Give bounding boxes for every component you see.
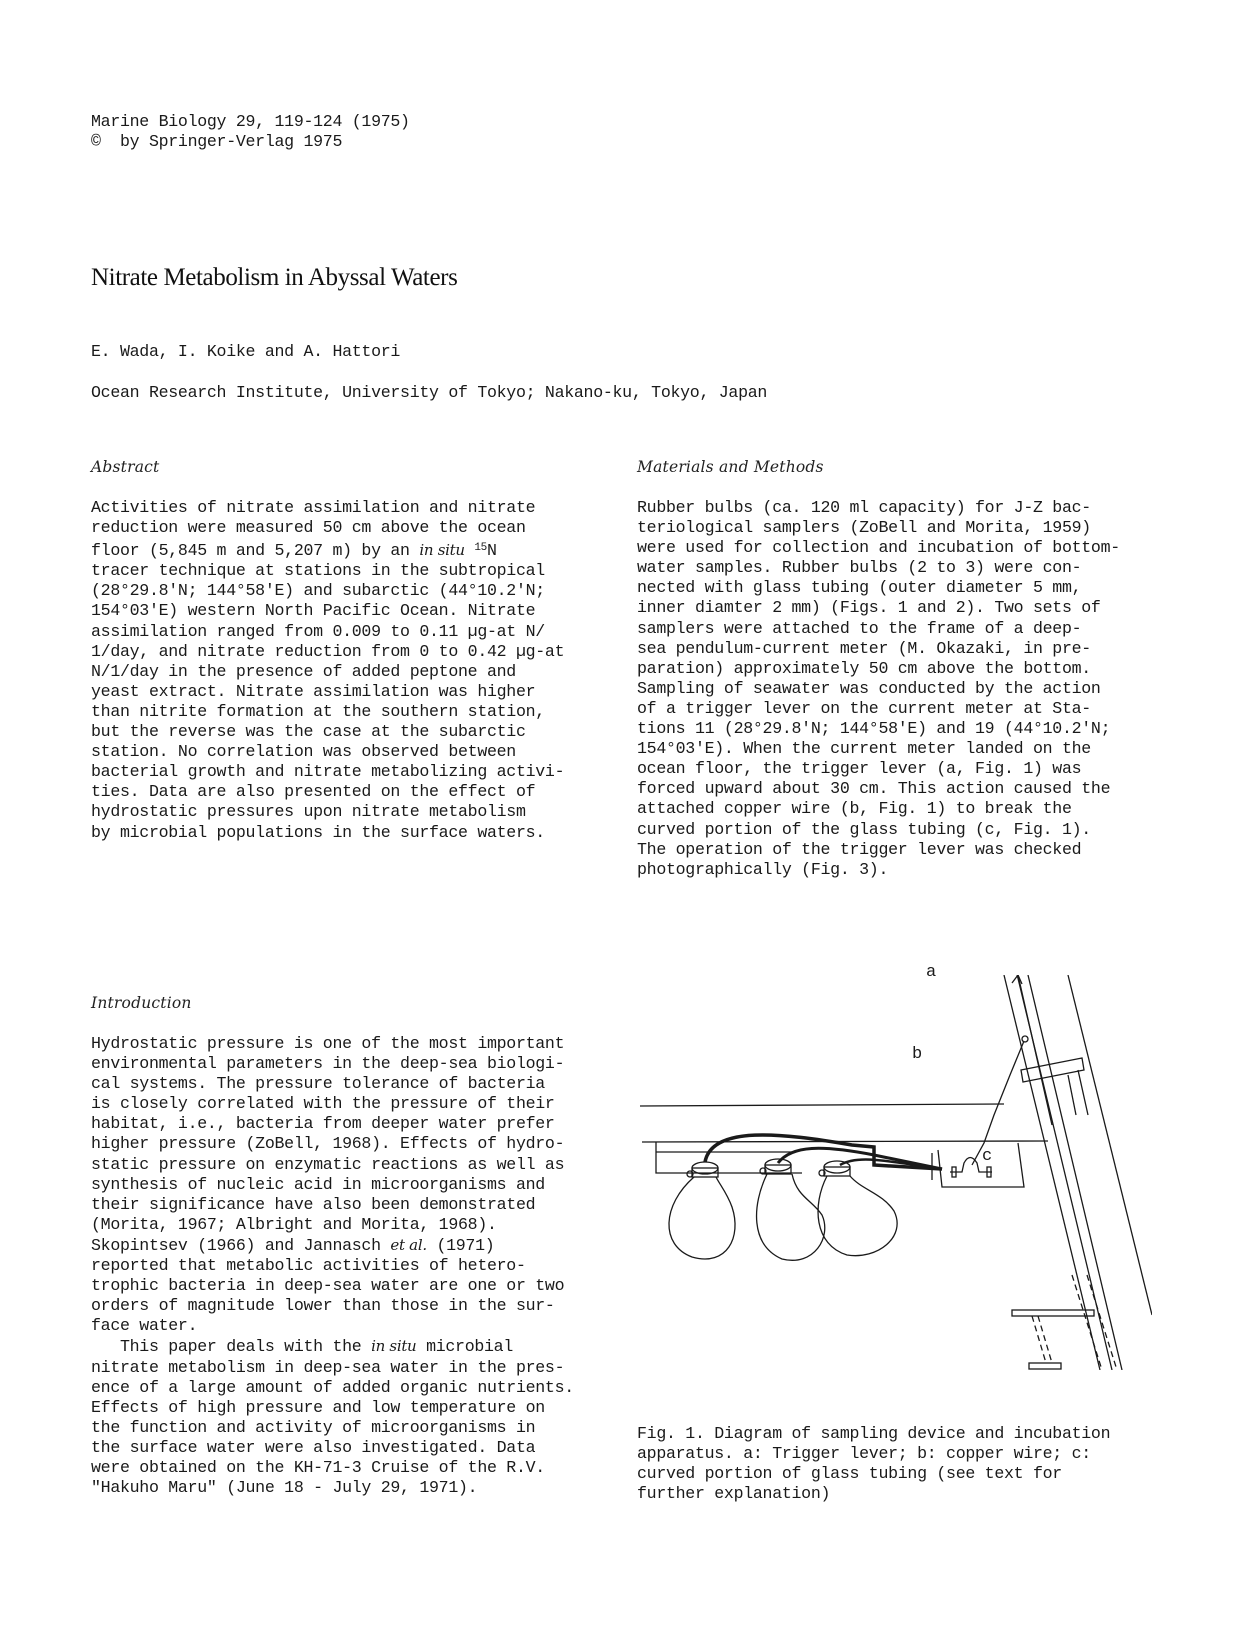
introduction-body (91, 1034, 591, 1498)
journal-citation (91, 112, 410, 152)
label-b-copper-wire: b (912, 1045, 922, 1064)
article-title: Nitrate Metabolism in Abyssal Waters (91, 264, 458, 291)
text-line: their significance have also been demonstrated (91, 1194, 536, 1214)
text-line: bacterial growth and nitrate metabolizing activi- (91, 762, 565, 782)
text-line: Effects of high pressure and low temperature on (91, 1397, 545, 1417)
text-line: water samples. Rubber bulbs (2 to 3) were con- (637, 558, 1082, 578)
text-span: This paper deals with the (91, 1337, 372, 1357)
figure-1-diagram (632, 963, 1152, 1370)
text-line: cal systems. The pressure tolerance of bacteria (91, 1074, 545, 1094)
text-line: face water. (91, 1316, 198, 1336)
text-line: photographically (Fig. 3). (637, 859, 889, 879)
text-line: nitrate metabolism in deep-sea water in the pres- (91, 1357, 565, 1377)
text-line: nected with glass tubing (outer diameter 5 mm, (637, 578, 1082, 598)
caption-line: curved portion of glass tubing (see text for (637, 1464, 1062, 1484)
introduction-heading: Introduction (91, 994, 192, 1012)
text-line: paration) approximately 50 cm above the bottom. (637, 658, 1091, 678)
text-line: sea pendulum-current meter (M. Okazaki, in pre- (637, 638, 1091, 658)
author-list: E. Wada, I. Koike and A. Hattori (91, 342, 401, 361)
text-line: The operation of the trigger lever was checked (637, 839, 1082, 859)
text-line: ocean floor, the trigger lever (a, Fig. 1) was (637, 759, 1082, 779)
text-line: 1/day, and nitrate reduction from 0 to 0.42 µg-at (91, 641, 565, 661)
caption-line: further explanation) (637, 1484, 831, 1504)
italic-term: in situ (419, 541, 465, 560)
label-a-trigger-lever: a (926, 963, 936, 982)
methods-body (637, 498, 1157, 880)
text-line: inner diamter 2 mm) (Figs. 1 and 2). Two sets of (637, 598, 1101, 618)
italic-term: in situ (371, 1337, 417, 1356)
text-line (91, 538, 591, 561)
text-line (91, 1336, 591, 1357)
text-line: reported that metabolic activities of hetero- (91, 1256, 526, 1276)
text-line: is closely correlated with the pressure of their (91, 1094, 555, 1114)
copyright-line: © by Springer-Verlag 1975 (91, 132, 343, 152)
figure-1-caption (637, 1424, 1110, 1504)
text-line: ence of a large amount of added organic nutrients. (91, 1377, 574, 1397)
text-line: 154°03'E). When the current meter landed on the (637, 739, 1091, 759)
text-line: forced upward about 30 cm. This action caused the (637, 779, 1111, 799)
text-line: by microbial populations in the surface waters. (91, 822, 545, 842)
sampling-device-illustration (632, 975, 1152, 1370)
text-span: (1971) (426, 1235, 495, 1255)
text-line: than nitrite formation at the southern station, (91, 701, 545, 721)
text-line: hydrostatic pressures upon nitrate metabolism (91, 802, 526, 822)
rubber-bulb (757, 1159, 825, 1260)
text-line: were obtained on the KH-71-3 Cruise of the R.V. (91, 1457, 545, 1477)
text-line: attached copper wire (b, Fig. 1) to break the (637, 799, 1072, 819)
text-span: N (486, 541, 497, 561)
text-line: "Hakuho Maru" (June 18 - July 29, 1971). (91, 1478, 478, 1498)
text-line: reduction were measured 50 cm above the ocean (91, 518, 526, 538)
text-line: tions 11 (28°29.8'N; 144°58'E) and 19 (44°10.2'N; (637, 719, 1111, 739)
text-line: Hydrostatic pressure is one of the most important (91, 1034, 565, 1053)
text-line: were used for collection and incubation of bottom- (637, 538, 1120, 558)
affiliation: Ocean Research Institute, University of Tokyo; Nakano-ku, Tokyo, Japan (91, 383, 768, 402)
text-line: the surface water were also investigated. Data (91, 1437, 536, 1457)
text-line: static pressure on enzymatic reactions as well as (91, 1154, 565, 1174)
abstract-body (91, 498, 591, 843)
text-line: (28°29.8'N; 144°58'E) and subarctic (44°10.2'N; (91, 581, 545, 601)
rubber-bulb (669, 1162, 735, 1259)
text-line: trophic bacteria in deep-sea water are one or two (91, 1276, 565, 1296)
text-span: floor (5,845 m and 5,207 m) by an (91, 541, 420, 561)
text-line: orders of magnitude lower than those in the sur- (91, 1296, 555, 1316)
text-line: curved portion of the glass tubing (c, Fig. 1). (637, 819, 1091, 839)
text-line: yeast extract. Nitrate assimilation was higher (91, 681, 536, 701)
text-line: of a trigger lever on the current meter at Sta- (637, 698, 1091, 718)
text-line: (Morita, 1967; Albright and Morita, 1968). (91, 1214, 497, 1234)
text-line: ties. Data are also presented on the effect of (91, 782, 536, 802)
text-line: higher pressure (ZoBell, 1968). Effects of hydro- (91, 1134, 565, 1154)
text-span: Skopintsev (1966) and Jannasch (91, 1235, 391, 1255)
superscript: 15 (474, 542, 487, 555)
text-line: teriological samplers (ZoBell and Morita, 1959) (637, 518, 1091, 538)
italic-term: et al. (390, 1235, 427, 1254)
text-line: Activities of nitrate assimilation and nitrate (91, 498, 536, 517)
text-line: tracer technique at stations in the subtropical (91, 561, 545, 581)
journal-line: Marine Biology 29, 119-124 (1975) (91, 112, 410, 131)
text-line: N/1/day in the presence of added peptone and (91, 661, 516, 681)
text-line: but the reverse was the case at the subarctic (91, 722, 526, 742)
text-line: the function and activity of microorganisms in (91, 1417, 536, 1437)
text-line: Sampling of seawater was conducted by the action (637, 678, 1101, 698)
abstract-heading: Abstract (91, 458, 160, 476)
text-line: assimilation ranged from 0.009 to 0.11 µg-at N/ (91, 621, 545, 641)
text-line: environmental parameters in the deep-sea biologi- (91, 1054, 565, 1074)
text-line (91, 1235, 591, 1256)
text-line: station. No correlation was observed between (91, 742, 516, 762)
text-line: habitat, i.e., bacteria from deeper water prefer (91, 1114, 555, 1134)
label-c-curved-tubing: c (982, 1147, 992, 1166)
rubber-bulb (818, 1161, 897, 1256)
caption-line: apparatus. a: Trigger lever; b: copper wire; c: (637, 1444, 1091, 1464)
text-line: Rubber bulbs (ca. 120 ml capacity) for J-Z bac- (637, 498, 1091, 517)
text-line: synthesis of nucleic acid in microorganisms and (91, 1174, 545, 1194)
text-line: samplers were attached to the frame of a deep- (637, 618, 1082, 638)
text-span: microbial (416, 1337, 513, 1357)
caption-line: Fig. 1. Diagram of sampling device and incubation (637, 1424, 1111, 1443)
methods-heading: Materials and Methods (637, 458, 824, 476)
text-line: 154°03'E) western North Pacific Ocean. Nitrate (91, 601, 536, 621)
